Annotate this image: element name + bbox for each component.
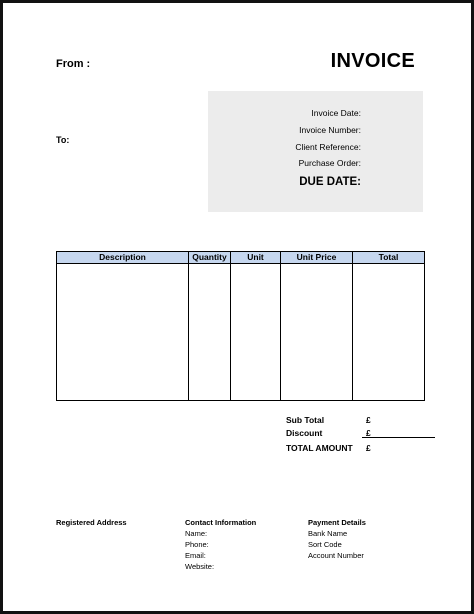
contact-email-label: Email: bbox=[185, 551, 206, 560]
column-header-total: Total bbox=[353, 252, 425, 264]
registered-address-block bbox=[56, 517, 127, 528]
to-label: To: bbox=[56, 135, 70, 145]
invoice-date-label: Invoice Date: bbox=[311, 108, 361, 118]
bank-name-label: Bank Name bbox=[308, 529, 348, 538]
total-amount-currency: £ bbox=[366, 443, 371, 453]
payment-details-block bbox=[308, 517, 366, 561]
contact-information-heading: Contact Information bbox=[185, 518, 257, 527]
line-items-table bbox=[56, 251, 425, 401]
totals-divider bbox=[362, 437, 435, 438]
client-reference-label: Client Reference: bbox=[295, 142, 361, 152]
due-date-label: DUE DATE: bbox=[299, 176, 361, 188]
cell-quantity bbox=[189, 264, 231, 401]
contact-name-label: Name: bbox=[185, 529, 208, 538]
sub-total-label: Sub Total bbox=[286, 415, 325, 425]
contact-phone-label: Phone: bbox=[185, 540, 209, 549]
discount-currency: £ bbox=[366, 428, 371, 438]
payment-details-heading: Payment Details bbox=[308, 518, 366, 527]
cell-description bbox=[57, 264, 189, 401]
table-row bbox=[57, 264, 425, 401]
column-header-quantity: Quantity bbox=[189, 252, 231, 264]
contact-website-label: Website: bbox=[185, 562, 215, 571]
sub-total-currency: £ bbox=[366, 415, 371, 425]
table-header-row bbox=[57, 252, 425, 264]
column-header-unit-price: Unit Price bbox=[281, 252, 353, 264]
total-amount-label: TOTAL AMOUNT bbox=[286, 443, 353, 453]
account-number-label: Account Number bbox=[308, 551, 364, 560]
cell-unit-price bbox=[281, 264, 353, 401]
from-label: From : bbox=[56, 58, 91, 70]
column-header-unit: Unit bbox=[231, 252, 281, 264]
invoice-title: INVOICE bbox=[330, 50, 415, 72]
contact-information-block bbox=[185, 517, 256, 572]
discount-label: Discount bbox=[286, 428, 323, 438]
registered-address-heading: Registered Address bbox=[56, 518, 127, 527]
invoice-number-label: Invoice Number: bbox=[299, 125, 361, 135]
sort-code-label: Sort Code bbox=[308, 540, 342, 549]
cell-total bbox=[353, 264, 425, 401]
column-header-description: Description bbox=[57, 252, 189, 264]
purchase-order-label: Purchase Order: bbox=[298, 158, 361, 168]
cell-unit bbox=[231, 264, 281, 401]
